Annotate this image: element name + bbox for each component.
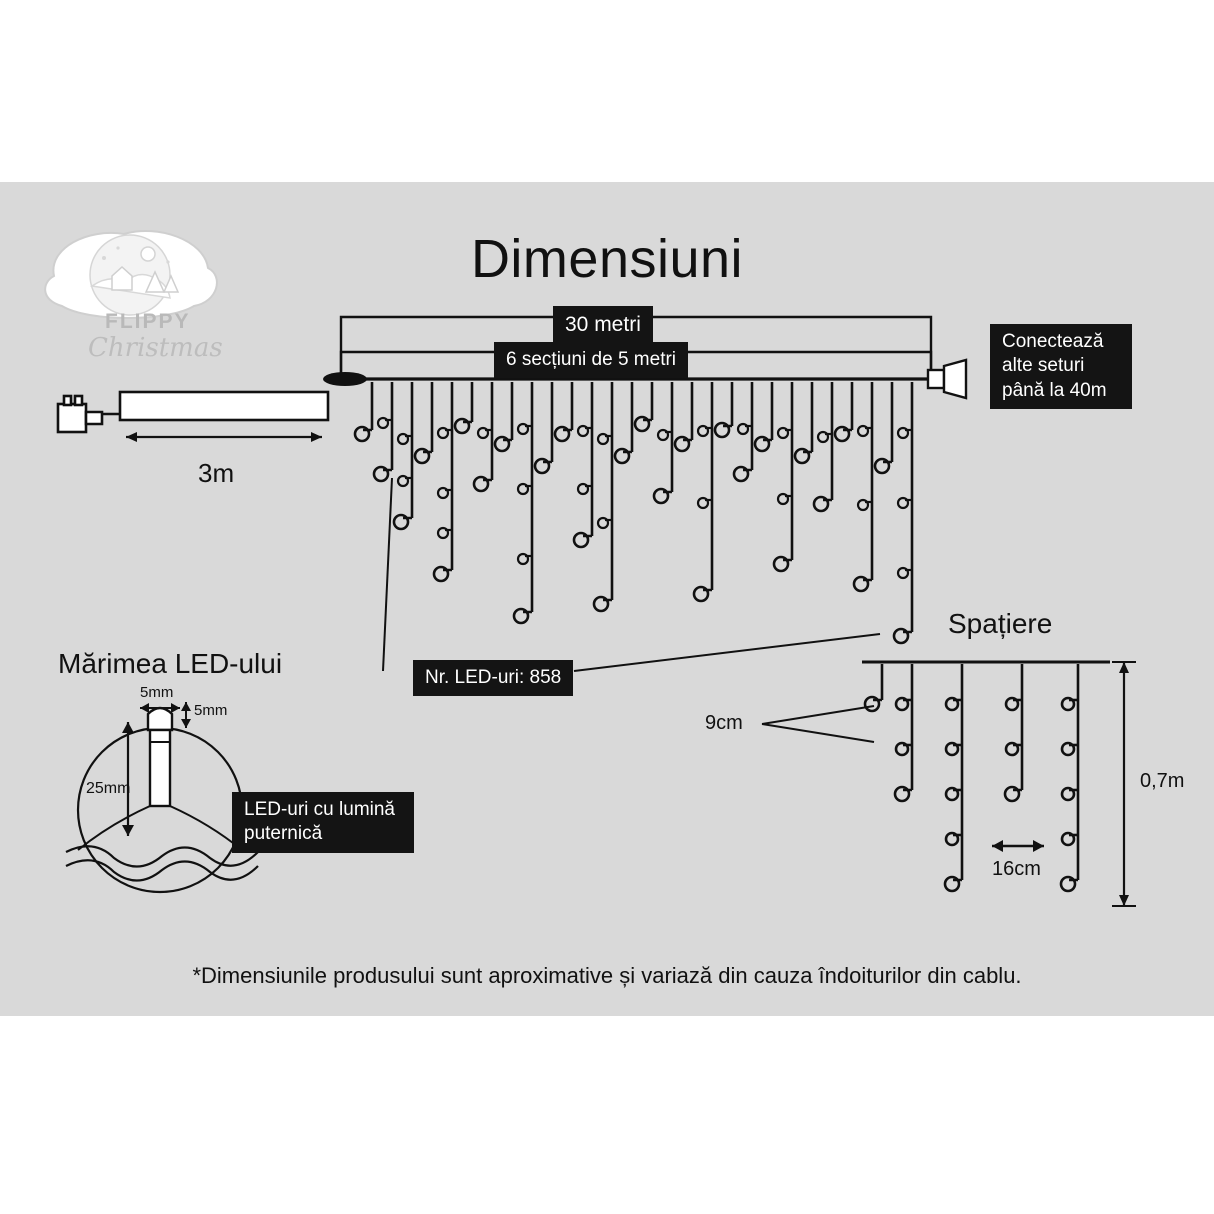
label-led-width: 5mm: [140, 684, 174, 701]
label-led-height: 5mm: [194, 702, 228, 719]
label-lead-cable: 3m: [198, 458, 235, 488]
led-bright-note-line-1: LED-uri cu lumină: [244, 799, 395, 820]
label-connect-note: [990, 324, 1132, 409]
brand-name-line2: Christmas: [88, 333, 223, 363]
label-horizontal-spacing: 16cm: [992, 858, 1041, 880]
label-drop-spacing: 9cm: [705, 712, 743, 734]
label-led-bright-note: [232, 792, 414, 853]
connect-note-line-1: Conectează: [1002, 331, 1104, 352]
label-total-length: 30 metri: [553, 306, 653, 345]
footnote-text: *Dimensiunile produsului sunt aproximative și variază din cauza îndoiturilor din cablu.: [192, 963, 1022, 988]
label-sections: 6 secțiuni de 5 metri: [494, 342, 688, 378]
brand-name-line1: FLIPPY: [105, 310, 191, 333]
label-led-total: 25mm: [86, 780, 131, 797]
label-spacing-title: Spațiere: [948, 608, 1053, 639]
connect-note-line-3: până la 40m: [1002, 379, 1107, 401]
led-bright-note-line-2: puternică: [244, 823, 323, 845]
page-title: Dimensiuni: [470, 229, 744, 289]
label-led-size-title: Mărimea LED-ului: [58, 648, 283, 679]
connect-note-line-2: alte seturi: [1002, 355, 1085, 377]
label-drop-height: 0,7m: [1140, 770, 1185, 792]
label-led-count: Nr. LED-uri: 858: [413, 660, 573, 696]
